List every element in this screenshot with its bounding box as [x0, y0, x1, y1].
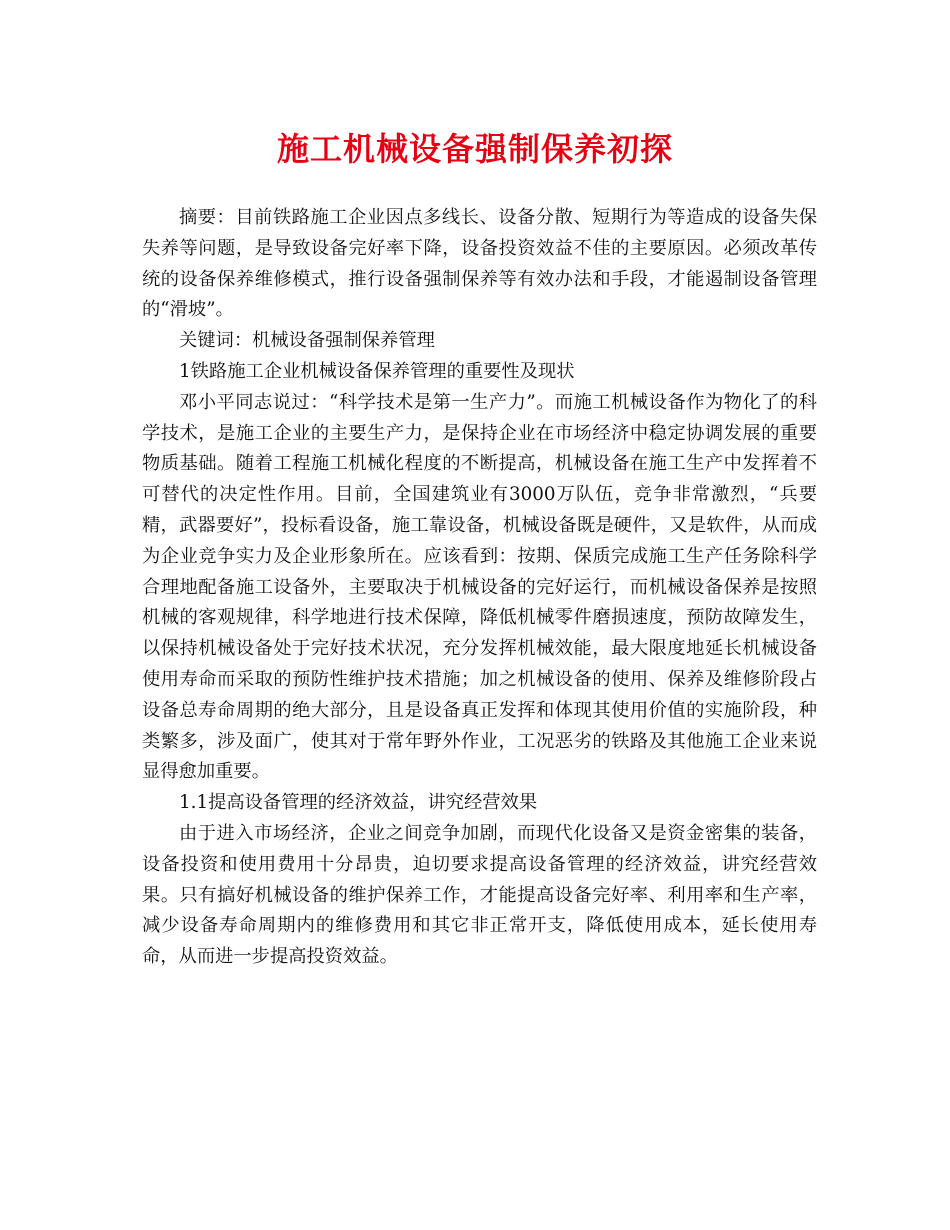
section-heading-1: 1铁路施工企业机械设备保养管理的重要性及现状: [179, 360, 575, 382]
keywords-paragraph: 关键词：机械设备强制保养管理: [179, 330, 435, 352]
document-title: 施工机械设备强制保养初探: [276, 130, 673, 168]
body-paragraph: 由于进入市场经济，企业之间竞争加剧，而现代化设备又是资金密集的装备，设备投资和使用费用十分昂贵，迫切要求提高设备管理的经济效益，讲究经营效果。只有搞好机械设备的维护保养工作，才能提高设备完好率、利用率和生产率，减少设备寿命周期内的维修费用和其它非正常开支，降低使用成本，延长使用寿命，从而进一步提高投资效益。: [142, 822, 817, 968]
section-heading-1-1: 1.1提高设备管理的经济效益，讲究经营效果: [179, 792, 538, 814]
body-paragraph: 邓小平同志说过：“科学技术是第一生产力”。而施工机械设备作为物化了的科学技术，是施工企业的主要生产力，是保持企业在市场经济中稳定协调发展的重要物质基础。随着工程施工机械化程度的不断提高，机械设备在施工生产中发挥着不可替代的决定性作用。目前，全国建筑业有3000万队伍，竞争非常激烈，“兵要精，武器要好”，投标看设备，施工靠设备，机械设备既是硬件，又是软件，从而成为企业竞争实力及企业形象所在。应该看到：按期、保质完成施工生产任务除科学合理地配备施工设备外，主要取决于机械设备的完好运行，而机械设备保养是按照机械的客观规律，科学地进行技术保障，降低机械零件磨损速度，预防故障发生，以保持机械设备处于完好技术状况，充分发挥机械效能，最大限度地延长机械设备使用寿命而采取的预防性维护技术措施；加之机械设备的使用、保养及维修阶段占设备总寿命周期的绝大部分，且是设备真正发挥和体现其使用价值的实施阶段，种类繁多，涉及面广，使其对于常年野外作业，工况恶劣的铁路及其他施工企业来说显得愈加重要。: [142, 391, 817, 783]
abstract-paragraph: 摘要：目前铁路施工企业因点多线长、设备分散、短期行为等造成的设备失保失养等问题，是导致设备完好率下降，设备投资效益不佳的主要原因。必须改革传统的设备保养维修模式，推行设备强制保养等有效办法和手段，才能遏制设备管理的“滑坡”。: [142, 207, 817, 321]
document-body: [142, 203, 817, 973]
